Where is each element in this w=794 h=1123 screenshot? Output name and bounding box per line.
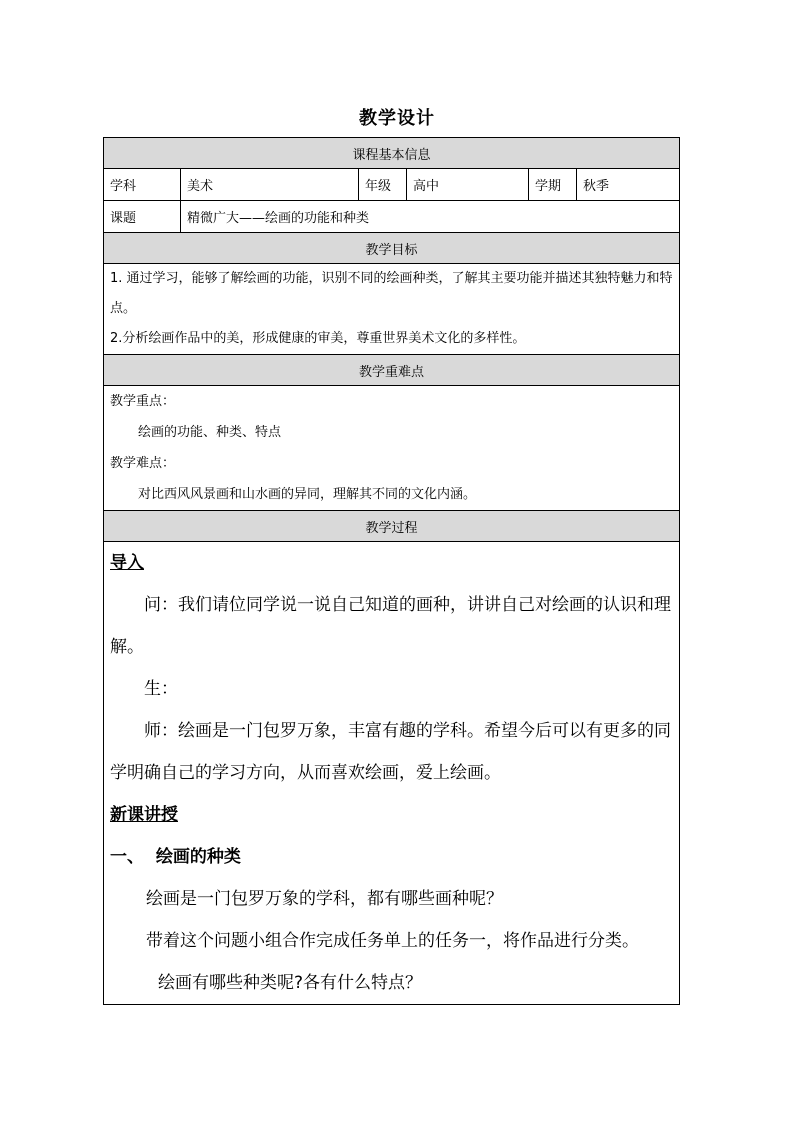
teacher-question: 问：我们请位同学说一说自己知道的画种，讲讲自己对绘画的认识和理解。 [110, 595, 671, 657]
lesson-plan-table [103, 137, 680, 1005]
intro-heading: 导入 [110, 553, 144, 573]
term-label: 学期 [529, 169, 577, 201]
goal-item: 1. 通过学习，能够了解绘画的功能，识别不同的绘画种类，了解其主要功能并描述其独特魅力和特点。 [110, 271, 673, 316]
process-paragraph: 绘画是一门包罗万象的学科，都有哪些画种呢？ [146, 889, 503, 909]
process-header: 教学过程 [104, 511, 680, 542]
subject-label: 学科 [104, 169, 181, 201]
new-lesson-heading: 新课讲授 [110, 805, 178, 825]
term-value: 秋季 [577, 169, 680, 201]
goals-content [104, 264, 680, 355]
process-paragraph: 绘画有哪些种类呢?各有什么特点？ [158, 973, 423, 993]
basic-info-header: 课程基本信息 [104, 138, 680, 169]
grade-label: 年级 [359, 169, 407, 201]
topic-value: 精微广大——绘画的功能和种类 [181, 201, 680, 233]
topic-label: 课题 [104, 201, 181, 233]
grade-value: 高中 [407, 169, 529, 201]
focus-label: 教学重点： [110, 394, 176, 409]
goals-header: 教学目标 [104, 233, 680, 264]
process-paragraph: 带着这个问题小组合作完成任务单上的任务一，将作品进行分类。 [146, 931, 639, 951]
difficulty-text: 对比西风风景画和山水画的异同，理解其不同的文化内涵。 [138, 487, 477, 502]
student-answer: 生： [144, 679, 178, 699]
teacher-response: 师：绘画是一门包罗万象，丰富有趣的学科。希望今后可以有更多的同学明确自己的学习方向，从而喜欢绘画，爱上绘画。 [110, 721, 671, 783]
keypoints-header: 教学重难点 [104, 355, 680, 386]
section-heading: 一、 绘画的种类 [110, 847, 241, 867]
process-content [104, 542, 680, 1005]
subject-value: 美术 [181, 169, 359, 201]
difficulty-label: 教学难点： [110, 456, 176, 471]
keypoints-content [104, 386, 680, 511]
goal-item: 2.分析绘画作品中的美，形成健康的审美，尊重世界美术文化的多样性。 [110, 331, 526, 346]
page-title: 教学设计 [359, 108, 435, 129]
focus-text: 绘画的功能、种类、特点 [138, 425, 282, 440]
